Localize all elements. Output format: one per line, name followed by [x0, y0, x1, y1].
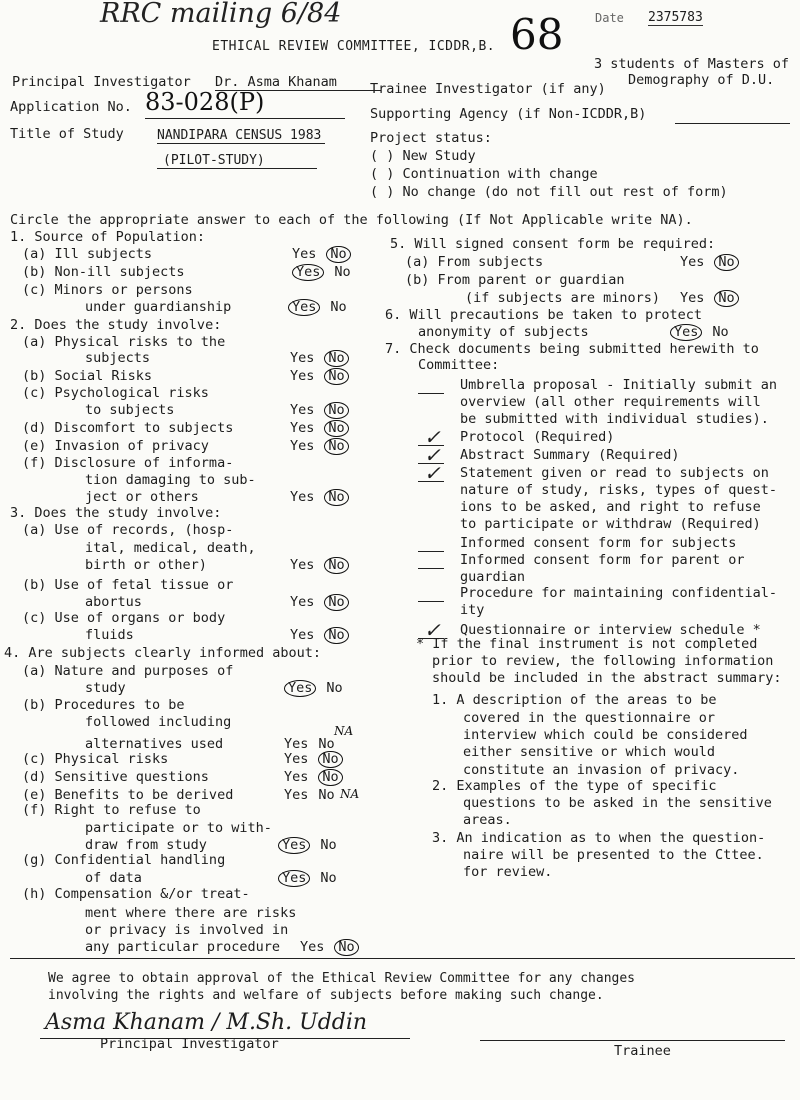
answer-yes[interactable]: Yes — [290, 557, 315, 573]
answer-no[interactable]: No — [320, 837, 337, 853]
question-row: (a) From subjects — [405, 254, 544, 270]
answer-no[interactable]: No — [318, 787, 335, 803]
question-row: ject or others — [85, 489, 199, 505]
question-row: under guardianship — [85, 299, 232, 315]
question-row: to subjects — [85, 402, 175, 418]
question-row: tion damaging to sub- — [85, 472, 256, 488]
question-row: (g) Confidential handling — [22, 852, 226, 868]
checklist-blank[interactable] — [418, 601, 444, 602]
supporting-agency-label: Supporting Agency (if Non-ICDDR,B) — [370, 106, 647, 122]
status-no-change[interactable]: ( ) No change (do not fill out rest of form) — [370, 184, 728, 200]
answer-no[interactable]: No — [334, 264, 351, 280]
question-row: (a) Nature and purposes of — [22, 663, 234, 679]
answer-yes[interactable]: Yes — [290, 627, 315, 643]
question-row: 5. Will signed consent form be required: — [390, 236, 716, 252]
question-row: of data — [85, 870, 142, 886]
footnote-line: naire will be presented to the Cttee. — [463, 847, 764, 863]
checklist-item-text: Informed consent form for parent or — [460, 552, 745, 568]
answer-no[interactable]: No — [324, 350, 348, 367]
document-number: 2375783 — [648, 10, 703, 25]
question-row: (c) Use of organs or body — [22, 610, 226, 626]
pi-label: Principal Investigator — [12, 74, 191, 90]
handwritten-scrawl: RRC mailing 6/84 — [100, 0, 342, 29]
yes-no-answer[interactable] — [300, 939, 359, 956]
checklist-item-text: ity — [460, 602, 485, 618]
question-row: 4. Are subjects clearly informed about: — [4, 645, 321, 661]
footnote-line: covered in the questionnaire or — [463, 710, 715, 726]
answer-no[interactable]: No — [324, 438, 348, 455]
question-row: (d) Sensitive questions — [22, 769, 209, 785]
committee-heading: ETHICAL REVIEW COMMITTEE, ICDDR,B. — [212, 39, 496, 54]
question-row: study — [85, 680, 126, 696]
footnote-line: prior to review, the following information — [432, 653, 774, 669]
question-row: alternatives used — [85, 736, 224, 752]
answer-no[interactable]: No — [714, 254, 738, 271]
answer-no[interactable]: No — [318, 751, 342, 768]
checklist-item-text: Informed consent form for subjects — [460, 535, 737, 551]
answer-no[interactable]: No — [324, 489, 348, 506]
footnote-line: 2. Examples of the type of specific — [432, 778, 717, 794]
footnote-line: 3. An indication as to when the question- — [432, 830, 766, 846]
pi-signature-label: Principal Investigator — [100, 1036, 279, 1052]
trainee-signature-line — [480, 1040, 785, 1041]
study-title-line2: (PILOT-STUDY) — [157, 153, 317, 169]
answer-no[interactable]: No — [324, 557, 348, 574]
answer-yes[interactable]: Yes — [290, 350, 315, 366]
footnote-line: * If the final instrument is not completed — [416, 636, 758, 652]
answer-yes[interactable]: Yes — [284, 751, 309, 767]
answer-yes[interactable]: Yes — [290, 489, 315, 505]
checklist-item-text: Procedure for maintaining confidential- — [460, 585, 777, 601]
answer-no[interactable]: No — [326, 246, 350, 263]
answer-yes[interactable]: Yes — [300, 939, 325, 955]
instruction-line: Circle the appropriate answer to each of the following (If Not Applicable write NA). — [10, 212, 693, 228]
answer-yes[interactable]: Yes — [290, 402, 315, 418]
answer-yes[interactable]: Yes — [290, 368, 315, 384]
answer-yes[interactable]: Yes — [290, 420, 315, 436]
yes-no-answer[interactable] — [284, 751, 343, 768]
answer-no[interactable]: No — [324, 627, 348, 644]
question-row: (a) Ill subjects — [22, 246, 153, 262]
checklist-item-text: Umbrella proposal - Initially submit an — [460, 377, 777, 393]
question-row: (d) Discomfort to subjects — [22, 420, 234, 436]
checklist-item-text: ions to be asked, and right to refuse — [460, 499, 761, 515]
checklist-blank[interactable] — [418, 568, 444, 569]
check-mark: ✓ — [424, 443, 441, 467]
yes-no-answer[interactable] — [670, 324, 729, 341]
yes-no-answer[interactable] — [290, 594, 349, 611]
answer-yes[interactable]: Yes — [278, 837, 310, 854]
checklist-item-text: be submitted with individual studies). — [460, 411, 769, 427]
check-mark: ✓ — [424, 618, 441, 642]
footnote-line: questions to be asked in the sensitive — [463, 795, 772, 811]
checklist-item-text: guardian — [460, 569, 526, 585]
question-row: (c) Minors or persons — [22, 282, 193, 298]
answer-no[interactable]: No — [318, 736, 335, 752]
question-row: any particular procedure — [85, 939, 281, 955]
question-row: (a) Physical risks to the — [22, 334, 226, 350]
question-row: (b) From parent or guardian — [405, 272, 625, 288]
yes-no-answer[interactable] — [284, 680, 343, 697]
question-row: (f) Disclosure of informa- — [22, 455, 234, 471]
answer-no[interactable]: No — [334, 939, 358, 956]
pi-name[interactable]: Dr. Asma Khanam — [215, 74, 381, 91]
question-row: (c) Physical risks — [22, 751, 169, 767]
footnote-line: for review. — [463, 864, 553, 880]
checklist-item-text: Questionnaire or interview schedule * — [460, 622, 761, 638]
trainee-investigator-label: Trainee Investigator (if any) — [370, 81, 606, 97]
yes-no-answer[interactable] — [278, 870, 337, 887]
answer-yes[interactable]: Yes — [292, 246, 317, 262]
answer-yes[interactable]: Yes — [284, 680, 316, 697]
answer-no[interactable]: No — [324, 368, 348, 385]
question-row: participate or to with- — [85, 820, 272, 836]
question-row: 6. Will precautions be taken to protect — [385, 307, 702, 323]
question-row: (b) Procedures to be — [22, 697, 185, 713]
pi-signature: Asma Khanam / M.Sh. Uddin — [45, 1010, 368, 1035]
question-row: 2. Does the study involve: — [10, 317, 222, 333]
check-mark: ✓ — [424, 461, 441, 485]
question-row: (h) Compensation &/or treat- — [22, 886, 250, 902]
question-row: (c) Psychological risks — [22, 385, 209, 401]
answer-yes[interactable]: Yes — [288, 299, 320, 316]
checklist-item-text: to participate or withdraw (Required) — [460, 516, 761, 532]
yes-no-answer[interactable] — [680, 254, 739, 271]
project-status-label: Project status: — [370, 130, 492, 146]
yes-no-answer[interactable] — [292, 264, 351, 281]
question-row: 7. Check documents being submitted herewith to — [385, 341, 759, 357]
footnote-line: 1. A description of the areas to be — [432, 692, 717, 708]
yes-no-answer[interactable] — [290, 402, 349, 419]
yes-no-answer[interactable] — [290, 557, 349, 574]
agreement-line2: involving the rights and welfare of subjects before making such change. — [48, 988, 604, 1003]
question-row: fluids — [85, 627, 134, 643]
answer-no[interactable]: No — [326, 680, 343, 696]
question-row: Committee: — [418, 357, 500, 373]
checklist-blank[interactable] — [418, 393, 444, 394]
checklist-blank[interactable] — [418, 551, 444, 552]
answer-yes[interactable]: Yes — [290, 594, 315, 610]
question-row: (e) Invasion of privacy — [22, 438, 209, 454]
yes-no-answer[interactable] — [284, 736, 335, 752]
answer-no[interactable]: No — [324, 402, 348, 419]
checklist-item-text: overview (all other requirements will — [460, 394, 761, 410]
yes-no-answer[interactable] — [290, 627, 349, 644]
answer-no[interactable]: No — [330, 299, 347, 315]
question-row: or privacy is involved in — [85, 922, 289, 938]
yes-no-answer[interactable] — [290, 438, 349, 455]
supporting-agency-underline — [675, 123, 790, 124]
question-row: (if subjects are minors) — [465, 290, 661, 306]
question-row: ment where there are risks — [85, 905, 297, 921]
question-row: ital, medical, death, — [85, 540, 256, 556]
footnote-line: constitute an invasion of privacy. — [463, 762, 740, 778]
application-no-value[interactable]: 83-028(P) — [145, 88, 265, 116]
yes-no-answer[interactable] — [284, 769, 343, 786]
checklist-item-text: Abstract Summary (Required) — [460, 447, 680, 463]
answer-yes[interactable]: Yes — [284, 736, 309, 752]
question-row: 3. Does the study involve: — [10, 505, 222, 521]
answer-no[interactable]: No — [320, 870, 337, 886]
checklist-item-text: nature of study, risks, types of quest- — [460, 482, 777, 498]
question-row: (b) Social Risks — [22, 368, 153, 384]
yes-no-answer[interactable] — [290, 489, 349, 506]
status-continuation[interactable]: ( ) Continuation with change — [370, 166, 598, 182]
footnote-line: areas. — [463, 812, 512, 828]
answer-yes[interactable]: Yes — [292, 264, 324, 281]
question-row: birth or other) — [85, 557, 207, 573]
separator-line — [10, 958, 795, 959]
checklist-item-text: Statement given or read to subjects on — [460, 465, 769, 481]
question-row: (b) Non-ill subjects — [22, 264, 185, 280]
question-row: subjects — [85, 350, 151, 366]
handwritten-number: 68 — [510, 10, 564, 59]
checklist-item-text: Protocol (Required) — [460, 429, 615, 445]
answer-no[interactable]: No — [712, 324, 729, 340]
question-row: draw from study — [85, 837, 207, 853]
yes-no-answer[interactable] — [284, 787, 335, 803]
na-handwritten: NA — [340, 787, 360, 801]
answer-yes[interactable]: Yes — [680, 254, 705, 270]
question-row: 1. Source of Population: — [10, 229, 206, 245]
footnote-line: either sensitive or which would — [463, 744, 715, 760]
application-no-underline — [145, 118, 345, 119]
date-label: Date — [595, 11, 624, 25]
trainee-note-line1: 3 students of Masters of — [594, 56, 790, 72]
question-row: followed including — [85, 714, 232, 730]
question-row: anonymity of subjects — [418, 324, 589, 340]
yes-no-answer[interactable] — [288, 299, 347, 316]
question-row: (b) Use of fetal tissue or — [22, 577, 234, 593]
yes-no-answer[interactable] — [290, 368, 349, 385]
answer-no[interactable]: No — [324, 420, 348, 437]
yes-no-answer[interactable] — [290, 420, 349, 437]
trainee-note-line2[interactable]: Demography of D.U. — [628, 72, 775, 88]
question-row: (e) Benefits to be derived — [22, 787, 234, 803]
answer-yes[interactable]: Yes — [278, 870, 310, 887]
answer-no[interactable]: No — [318, 769, 342, 786]
check-mark: ✓ — [424, 425, 441, 449]
answer-no[interactable]: No — [714, 290, 738, 307]
question-row: (a) Use of records, (hosp- — [22, 522, 234, 538]
yes-no-answer[interactable] — [292, 246, 351, 263]
question-row: abortus — [85, 594, 142, 610]
answer-yes[interactable]: Yes — [680, 290, 705, 306]
footnote-line: should be included in the abstract summary: — [432, 670, 782, 686]
answer-yes[interactable]: Yes — [670, 324, 702, 341]
status-new-study[interactable]: ( ) New Study — [370, 148, 476, 164]
study-title-line1[interactable]: NANDIPARA CENSUS 1983 — [157, 128, 325, 144]
agreement-line1: We agree to obtain approval of the Ethical Review Committee for any changes — [48, 971, 635, 986]
question-row: (f) Right to refuse to — [22, 802, 201, 818]
answer-yes[interactable]: Yes — [284, 787, 309, 803]
answer-yes[interactable]: Yes — [284, 769, 309, 785]
study-title-label: Title of Study — [10, 126, 124, 142]
answer-no[interactable]: No — [324, 594, 348, 611]
yes-no-answer[interactable] — [290, 350, 349, 367]
yes-no-answer[interactable] — [278, 837, 337, 854]
na-handwritten: NA — [334, 724, 354, 738]
trainee-signature-label: Trainee — [614, 1043, 671, 1059]
application-no-label: Application No. — [10, 99, 132, 115]
yes-no-answer[interactable] — [680, 290, 739, 307]
answer-yes[interactable]: Yes — [290, 438, 315, 454]
footnote-line: interview which could be considered — [463, 727, 748, 743]
